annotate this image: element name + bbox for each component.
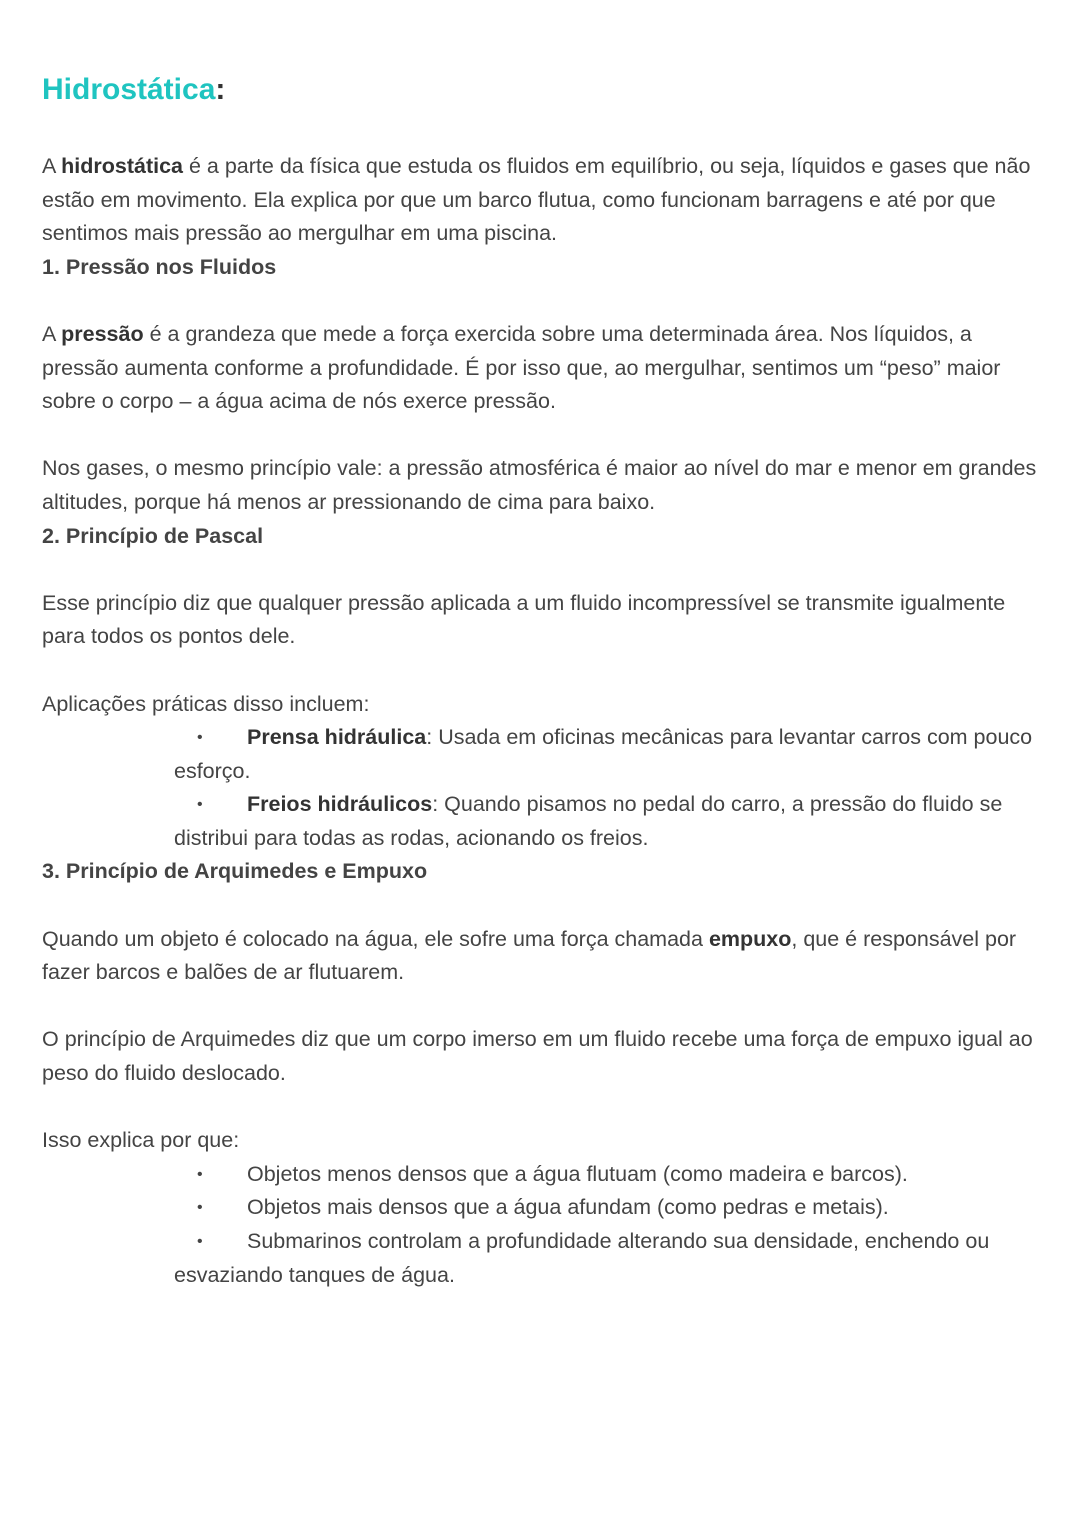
list-item bbox=[174, 1158, 1042, 1192]
page-title-text: Hidrostática bbox=[42, 73, 216, 106]
section3-p1-post: , que é responsável por fazer barcos e balões de ar flutuarem. bbox=[42, 926, 1017, 985]
section2-heading: 2. Princípio de Pascal bbox=[42, 523, 264, 548]
section1-paragraph-2: Nos gases, o mesmo princípio vale: a pressão atmosférica é maior ao nível do mar e menor em grandes altitudes, porque há menos ar pressionando de cima para baixo. bbox=[42, 456, 1037, 514]
section3-heading: 3. Princípio de Arquimedes e Empuxo bbox=[42, 859, 428, 884]
section1-p1-pre: A bbox=[42, 321, 62, 346]
list-item-text: Submarinos controlam a profundidade alterando sua densidade, enchendo ou esvaziando tanques de água. bbox=[174, 1229, 990, 1287]
section3-paragraph-2: O princípio de Arquimedes diz que um corpo imerso em um fluido recebe uma força de empuxo igual ao peso do fluido deslocado. bbox=[42, 1027, 1033, 1086]
section3-paragraph-1 bbox=[42, 923, 1042, 990]
section1-p1-bold-term: pressão bbox=[61, 321, 144, 346]
section3-list-intro: Isso explica por que: bbox=[42, 1128, 240, 1153]
intro-bold-term: hidrostática bbox=[61, 154, 184, 178]
list-item-text: : Usada em oficinas mecânicas para levantar carros com pouco esforço. bbox=[174, 725, 1033, 783]
section3-bullet-list bbox=[42, 1158, 1042, 1292]
bullet-icon: • bbox=[197, 1165, 203, 1183]
bullet-icon: • bbox=[197, 729, 203, 747]
bullet-icon: • bbox=[197, 796, 203, 814]
list-item-text: Objetos menos densos que a água flutuam (como madeira e barcos). bbox=[247, 1161, 908, 1186]
section2-bullet-list bbox=[42, 721, 1042, 855]
list-item bbox=[174, 1191, 1042, 1225]
bullet-icon: • bbox=[197, 1233, 203, 1250]
list-item bbox=[174, 788, 1042, 855]
section1-p1-post: é a grandeza que mede a força exercida sobre uma determinada área. Nos líquidos, a pressão aumenta conforme a profundidade. É por isso que, ao mergulhar, sentimos um “peso” maior sobre o corpo – a água acima de nós exerce pressão. bbox=[42, 321, 1001, 414]
list-item bbox=[174, 721, 1042, 788]
document-content bbox=[42, 70, 1042, 1292]
list-item-bold: Freios hidráulicos bbox=[247, 792, 433, 817]
list-item-text: : Quando pisamos no pedal do carro, a pressão do fluido se distribui para todas as rodas, acionando os freios. bbox=[174, 792, 1003, 850]
page-title bbox=[42, 70, 1042, 110]
list-item bbox=[174, 1225, 1042, 1292]
list-item-text: Objetos mais densos que a água afundam (como pedras e metais). bbox=[247, 1195, 889, 1220]
section1-paragraph-1 bbox=[42, 318, 1042, 419]
page-title-colon: : bbox=[215, 73, 226, 106]
section3-p1-pre: Quando um objeto é colocado na água, ele sofre uma força chamada bbox=[42, 926, 709, 951]
list-item-bold: Prensa hidráulica bbox=[247, 725, 427, 750]
section1-heading: 1. Pressão nos Fluidos bbox=[42, 254, 277, 279]
section2-list-intro: Aplicações práticas disso incluem: bbox=[42, 691, 370, 716]
intro-post: é a parte da física que estuda os fluidos em equilíbrio, ou seja, líquidos e gases que não estão em movimento. Ela explica por que um barco flutua, como funcionam barragens e até por que sentimos mais pressão ao mergulhar em uma piscina. bbox=[42, 154, 1031, 246]
intro-paragraph bbox=[42, 150, 1042, 251]
bullet-icon: • bbox=[197, 1199, 203, 1217]
section2-paragraph-1: Esse princípio diz que qualquer pressão aplicada a um fluido incompressível se transmite igualmente para todos os pontos dele. bbox=[42, 590, 1006, 649]
intro-pre: A bbox=[42, 154, 62, 178]
section3-p1-bold-term: empuxo bbox=[708, 926, 792, 951]
